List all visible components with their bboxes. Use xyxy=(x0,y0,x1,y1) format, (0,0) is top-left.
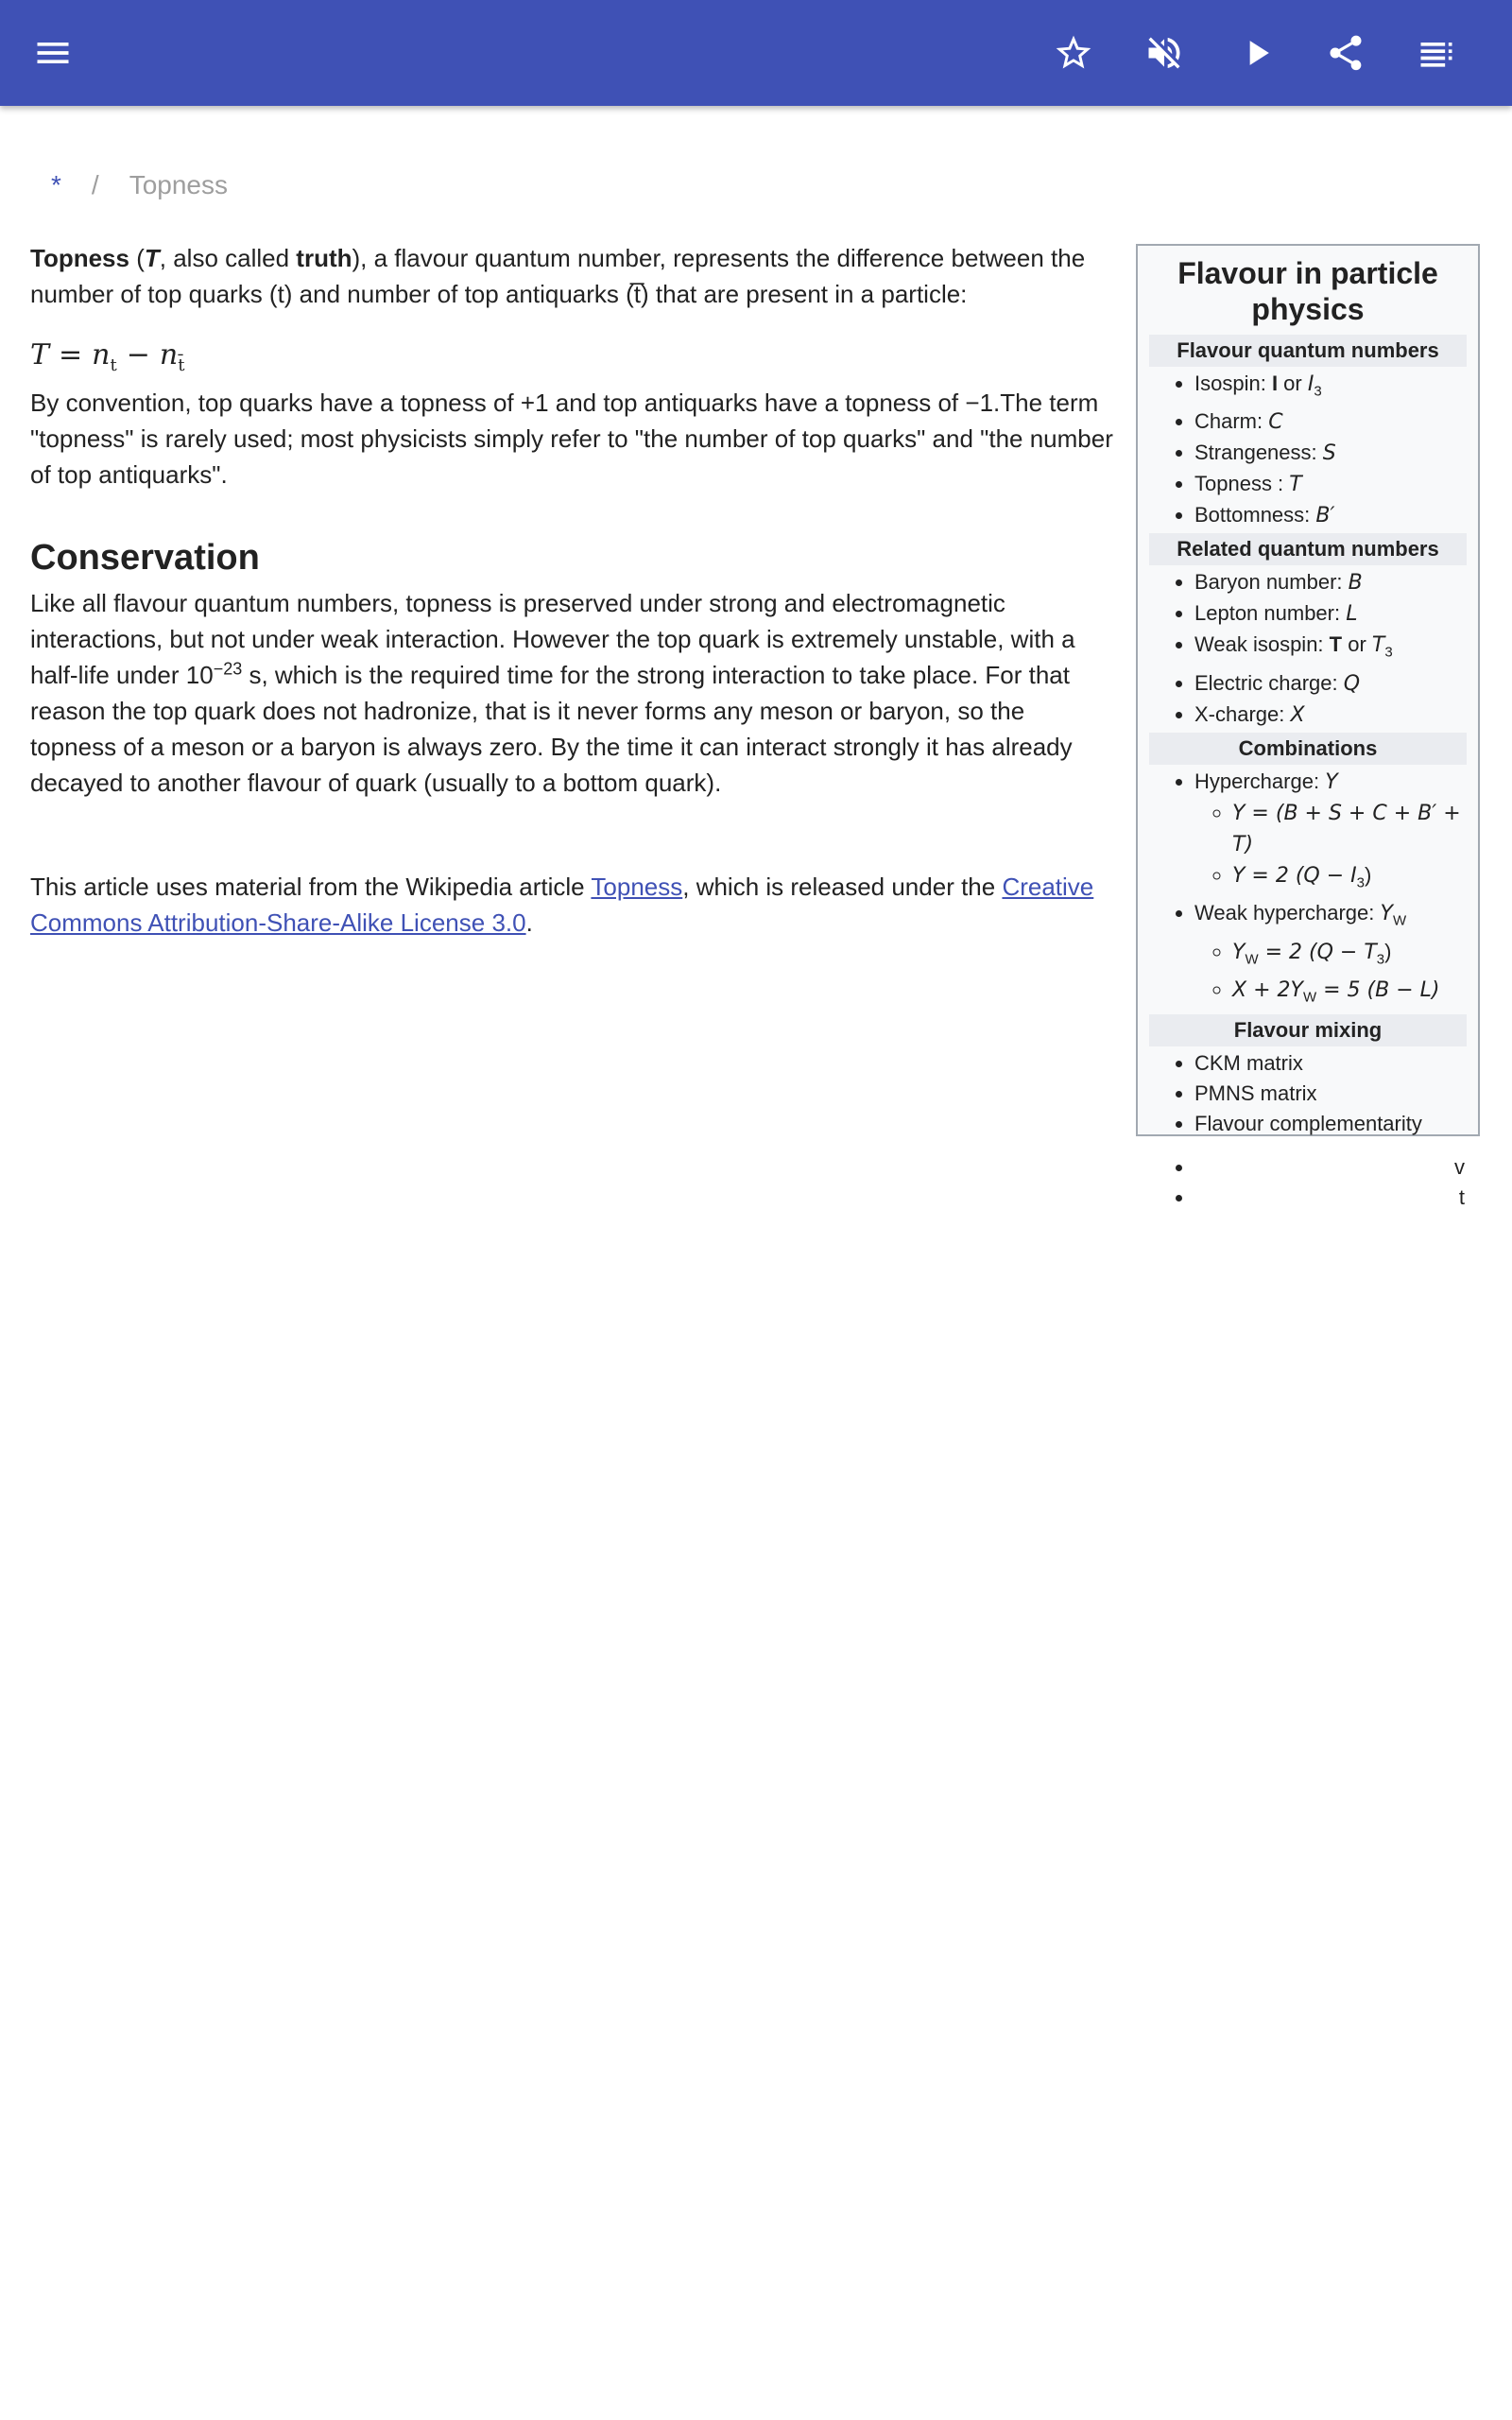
list-item[interactable]: • CKM matrix xyxy=(1194,1048,1467,1079)
app-bar xyxy=(0,0,1512,106)
breadcrumb-separator: / xyxy=(91,170,99,199)
list-item: • Hypercharge: Y ◦ Y = (B + S + C + B′ + T) ◦ Y = 2 $(Q - I_3)$ xyxy=(1194,767,1467,898)
attribution-paragraph: This article uses material from the Wikipedia article Topness, which is released under the Creative Commons Attribution-Share-Alike License 3.0. xyxy=(30,873,1094,937)
navbox-talk-link[interactable]: • t xyxy=(1458,1185,1465,1210)
section-heading-conservation: Conservation xyxy=(30,538,260,578)
list-item: ◦ Y = 2 $(Q - I_3)$ xyxy=(1232,860,1467,898)
list-item: • Electric charge: Q xyxy=(1194,668,1467,700)
intro-alt-term: truth xyxy=(296,244,352,272)
mixing-list xyxy=(1149,1048,1467,1139)
list-item: ◦ $X + 2Y_W = 5$ (B − L) xyxy=(1232,975,1467,1012)
topness-formula: $T = n_t - n_{t̄}$ xyxy=(30,338,185,375)
breadcrumb xyxy=(51,170,228,200)
list-item: • Baryon number: B xyxy=(1194,567,1467,598)
list-item: • Weak isospin: T or $T_3$ xyxy=(1194,630,1467,667)
list-item: • X-charge: X xyxy=(1194,700,1467,731)
related-qn-list xyxy=(1149,567,1467,730)
intro-symbol: T xyxy=(144,244,160,272)
convention-paragraph: By convention, top quarks have a topness of +1 and top antiquarks have a topness of −1.The term "topness" is rarely used; most physicists simply refer to "the number of top quarks" and "the number of top antiquarks". xyxy=(30,389,1113,489)
breadcrumb-current: Topness xyxy=(129,170,228,199)
intro-also-called: , also called xyxy=(159,244,297,272)
article-body xyxy=(30,240,1117,941)
license-link[interactable]: Creative Commons Attribution-Share-Alike License 3.0 xyxy=(30,873,1094,937)
navbox-talk-item[interactable] xyxy=(1194,1183,1467,1213)
flavour-qn-list xyxy=(1149,369,1467,531)
playlist-icon[interactable] xyxy=(1410,26,1463,79)
play-icon[interactable] xyxy=(1230,26,1283,79)
list-item: ◦ $Y_W = 2$ $(Q - T_3)$ xyxy=(1232,937,1467,975)
list-item: ◦ Y = (B + S + C + B′ + T) xyxy=(1232,798,1467,860)
intro-rest: ), a flavour quantum number, represents the difference between the number of top quarks (t) and number of top antiquarks (t̅) that are present in a particle: xyxy=(30,244,1086,308)
list-item: • Charm: C xyxy=(1194,406,1467,438)
flavour-infobox xyxy=(1136,244,1480,1210)
list-item: • Topness : T xyxy=(1194,469,1467,500)
list-item: • Weak hypercharge: $Y_W$ ◦ $Y_W = 2$ $(Q - T_3)$ ◦ $X + 2Y_W = 5$ (B − L) xyxy=(1194,898,1467,1012)
navbox-view-link[interactable]: • v xyxy=(1454,1155,1465,1180)
infobox-section-flavour-qn: Flavour quantum numbers xyxy=(1149,335,1467,367)
breadcrumb-home[interactable]: * xyxy=(51,170,61,199)
menu-icon[interactable] xyxy=(26,26,79,79)
intro-term: Topness xyxy=(30,244,129,272)
share-icon[interactable] xyxy=(1319,26,1372,79)
list-item[interactable]: • Flavour complementarity xyxy=(1194,1109,1467,1139)
list-item: • Isospin: I or $I_3$ xyxy=(1194,369,1467,406)
hypercharge-formulas xyxy=(1194,798,1467,898)
infobox-section-combinations: Combinations xyxy=(1149,733,1467,765)
infobox-title: Flavour in particle physics xyxy=(1177,256,1438,326)
infobox-section-mixing: Flavour mixing xyxy=(1149,1014,1467,1046)
exponent: −23 xyxy=(213,659,243,679)
star-outline-icon[interactable] xyxy=(1047,26,1100,79)
infobox-section-related-qn: Related quantum numbers xyxy=(1149,533,1467,565)
list-item: • Lepton number: L xyxy=(1194,598,1467,630)
list-item: • Bottomness: B′ xyxy=(1194,500,1467,531)
list-item: • Strangeness: S xyxy=(1194,438,1467,469)
intro-paragraph: Topness (T, also called truth), a flavour quantum number, represents the difference between the number of top quarks (t) and number of top antiquarks (t̅) that are present in a particle: xyxy=(30,244,1086,308)
volume-off-icon[interactable] xyxy=(1138,26,1191,79)
weak-hypercharge-formulas xyxy=(1194,937,1467,1013)
conservation-paragraph: Like all flavour quantum numbers, topness is preserved under strong and electromagnetic interactions, but not under weak interaction. However the top quark is extremely unstable, with a half-life under $10^{-23}$ s, which is the required time for the strong interaction to take place. For that reason the top quark does not hadronize, that is it never forms any meson or baryon, so the topness of a meson or a baryon is always zero. By the time it can interact strongly it has already decayed to another flavour of quark (usually to a bottom quark). xyxy=(30,589,1075,797)
navbox-links xyxy=(1149,1152,1467,1213)
combinations-list xyxy=(1149,767,1467,1013)
navbox-view-item[interactable] xyxy=(1194,1152,1467,1183)
list-item[interactable]: • PMNS matrix xyxy=(1194,1079,1467,1109)
wikipedia-article-link[interactable]: Topness xyxy=(591,873,683,901)
